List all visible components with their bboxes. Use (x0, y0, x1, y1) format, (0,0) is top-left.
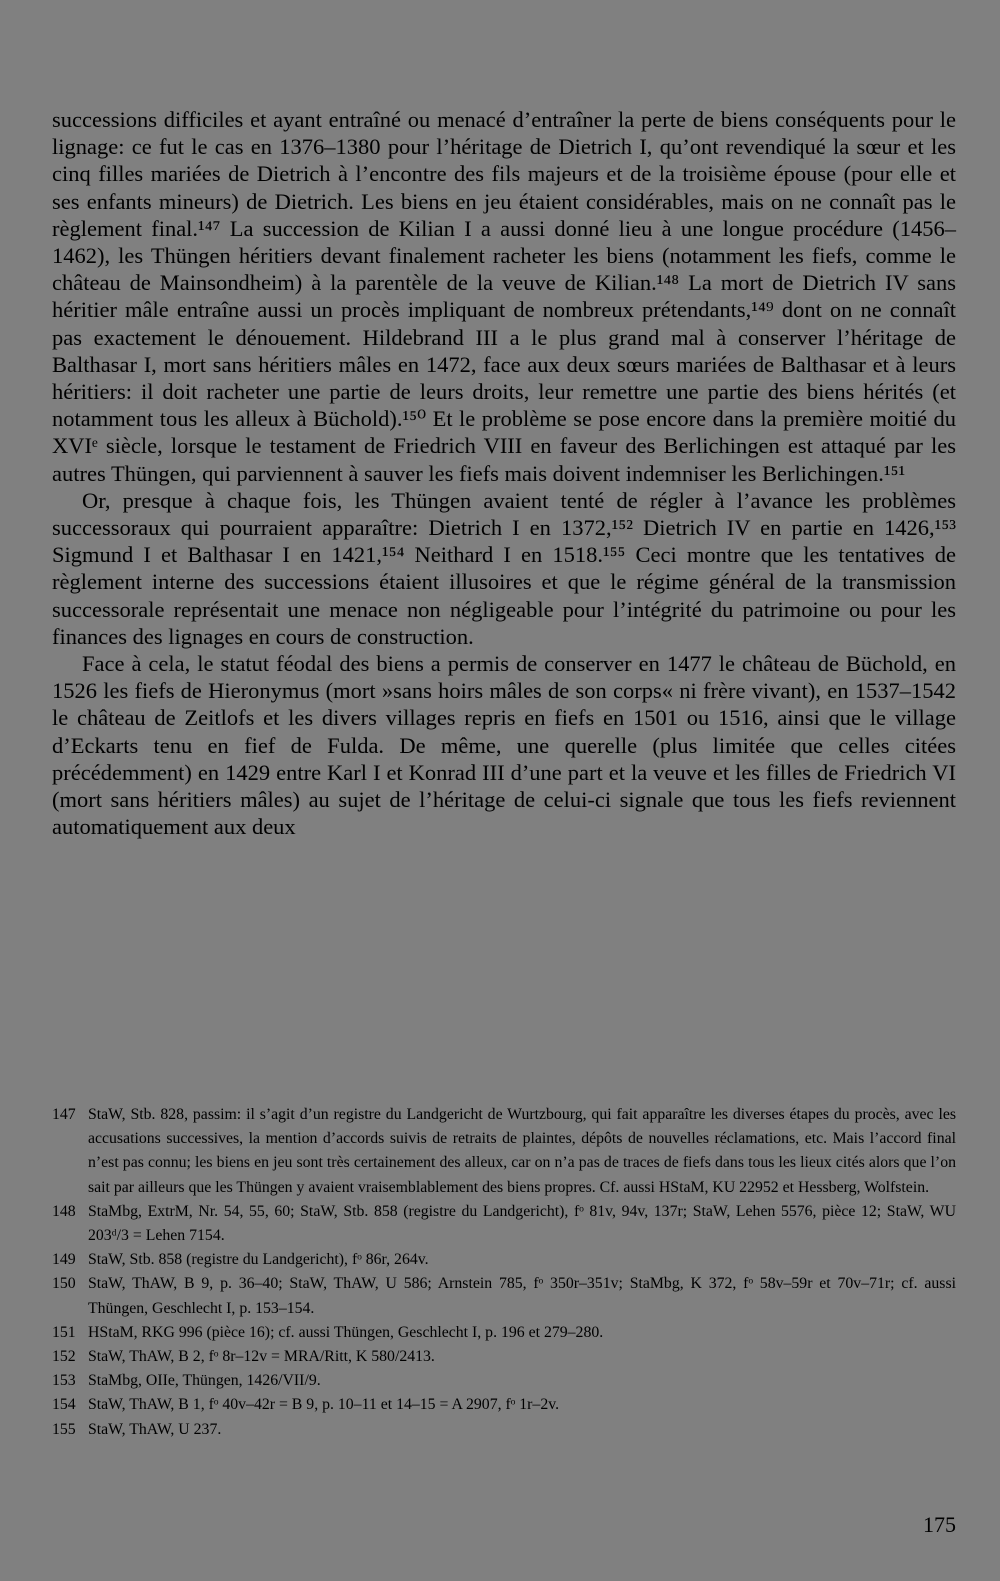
footnote-text: StaW, Stb. 828, passim: il s’agit d’un registre du Landgericht de Wurtzbourg, qui fait apparaître les diverses étapes du procès, avec les accusations successives, la mention d’accords suivis de retraits de plaintes, dépôts de nouvelles réclamations, etc. Mais l’accord final n’est pas connu; les biens en jeu sont très certainement des alleux, car on n’a pas de traces de fiefs dans tous les lieux cités alors que l’on sait par ailleurs que les Thüngen y avaient vraisemblablement des biens propres. Cf. aussi HStaM, KU 22952 et Hessberg, Wolfstein. (88, 1106, 956, 1196)
footnote-153 (52, 1369, 956, 1393)
footnote-154 (52, 1393, 956, 1417)
footnote-148 (52, 1200, 956, 1248)
footnote-151 (52, 1321, 956, 1345)
footnote-text: StaMbg, ExtrM, Nr. 54, 55, 60; StaW, Stb. 858 (registre du Landgericht), fᵒ 81v, 94v, 137r; StaW, Lehen 5576, pièce 12; StaW, WU 203ᵈ/3 = Lehen 7154. (88, 1202, 956, 1245)
footnote-147 (52, 1103, 956, 1200)
page-number: 175 (923, 1512, 956, 1537)
body-text (52, 106, 956, 840)
footnote-number: 149 (52, 1251, 76, 1269)
footnotes (52, 1103, 956, 1442)
footnote-number: 150 (52, 1275, 76, 1293)
footnote-155 (52, 1418, 956, 1442)
footnote-number: 154 (52, 1396, 76, 1414)
footnote-text: StaW, ThAW, B 2, fᵒ 8r–12v = MRA/Ritt, K 580/2413. (88, 1348, 435, 1366)
footnote-number: 148 (52, 1202, 76, 1220)
footnote-number: 147 (52, 1106, 76, 1123)
footnote-number: 151 (52, 1323, 76, 1341)
footnote-number: 155 (52, 1420, 76, 1438)
paragraph-3: Face à cela, le statut féodal des biens a permis de conserver en 1477 le château de Büchold, en 1526 les fiefs de Hieronymus (mort »sans hoirs mâles de son corps« ni frère vivant), en 1537–1542 le château de Zeitlofs et les divers villages repris en fiefs en 1501 ou 1516, ainsi que le village d’Eckarts tenu en fief de Fulda. De même, une querelle (plus limitée que celles citées précédemment) en 1429 entre Karl I et Konrad III d’une part et la veuve et les filles de Friedrich VI (mort sans héritiers mâles) au sujet de l’héritage de celui-ci signale que tous les fiefs reviennent automatiquement aux deux (52, 651, 956, 840)
footnote-number: 153 (52, 1372, 76, 1390)
footnote-text: HStaM, RKG 996 (pièce 16); cf. aussi Thüngen, Geschlecht I, p. 196 et 279–280. (88, 1323, 604, 1341)
footnote-text: StaW, ThAW, U 237. (88, 1420, 222, 1438)
footnote-text: StaW, ThAW, B 1, fᵒ 40v–42r = B 9, p. 10–11 et 14–15 = A 2907, fᵒ 1r–2v. (88, 1396, 560, 1414)
footnote-152 (52, 1345, 956, 1369)
footnote-text: StaW, Stb. 858 (registre du Landgericht), fᵒ 86r, 264v. (88, 1251, 429, 1269)
footnote-number: 152 (52, 1348, 76, 1366)
footnote-text: StaW, ThAW, B 9, p. 36–40; StaW, ThAW, U 586; Arnstein 785, fᵒ 350r–351v; StaMbg, K 372, fᵒ 58v–59r et 70v–71r; cf. aussi Thüngen, Geschlecht I, p. 153–154. (88, 1275, 956, 1317)
footnote-text: StaMbg, OIIe, Thüngen, 1426/VII/9. (88, 1372, 321, 1390)
paragraph-2: Or, presque à chaque fois, les Thüngen avaient tenté de régler à l’avance les problèmes successoraux qui pourraient apparaître: Dietrich I en 1372,¹⁵² Dietrich IV en partie en 1426,¹⁵³ Sigmund I et Balthasar I en 1421,¹⁵⁴ Neithard I en 1518.¹⁵⁵ Ceci montre que les tentatives de règlement interne des successions étaient illusoires et que le régime général de la transmission successorale représentait une menace non négligeable pour l’intégrité du patrimoine ou pour les finances des lignages en cours de construction. (52, 487, 956, 649)
footnote-149 (52, 1248, 956, 1272)
paragraph-1: successions difficiles et ayant entraîné ou menacé d’entraîner la perte de biens conséquents pour le lignage: ce fut le cas en 1376–1380 pour l’héritage de Dietrich I, qu’ont revendiqué la sœur et les cinq filles mariées de Dietrich à l’encontre des fils majeurs et de la troisième épouse (pour elle et ses enfants mineurs) de Dietrich. Les biens en jeu étaient considérables, mais on ne connaît pas le règlement final.¹⁴⁷ La succession de Kilian I a aussi donné lieu à une longue procédure (1456–1462), les Thüngen héritiers devant finalement racheter les biens (notamment les fiefs, comme le château de Mainsondheim) à la parentèle de la veuve de Kilian.¹⁴⁸ La mort de Dietrich IV sans héritier mâle entraîne aussi un procès impliquant de nombreux prétendants,¹⁴⁹ dont on ne connaît pas exactement le dénouement. Hildebrand III a le plus grand mal à conserver l’héritage de Balthasar I, mort sans héritiers mâles en 1472, face aux deux sœurs mariées de Balthasar et à leurs héritiers: il doit racheter une partie de leurs droits, leur remettre une partie des biens hérités (et notamment tous les alleux à Büchold).¹⁵⁰ Et le problème se pose encore dans la première moitié du XVIᵉ siècle, lorsque le testament de Friedrich VIII en faveur des Berlichingen est attaqué par les autres Thüngen, qui parviennent à sauver les fiefs mais doivent indemniser les Berlichingen.¹⁵¹ (52, 107, 956, 486)
footnote-150 (52, 1272, 956, 1320)
